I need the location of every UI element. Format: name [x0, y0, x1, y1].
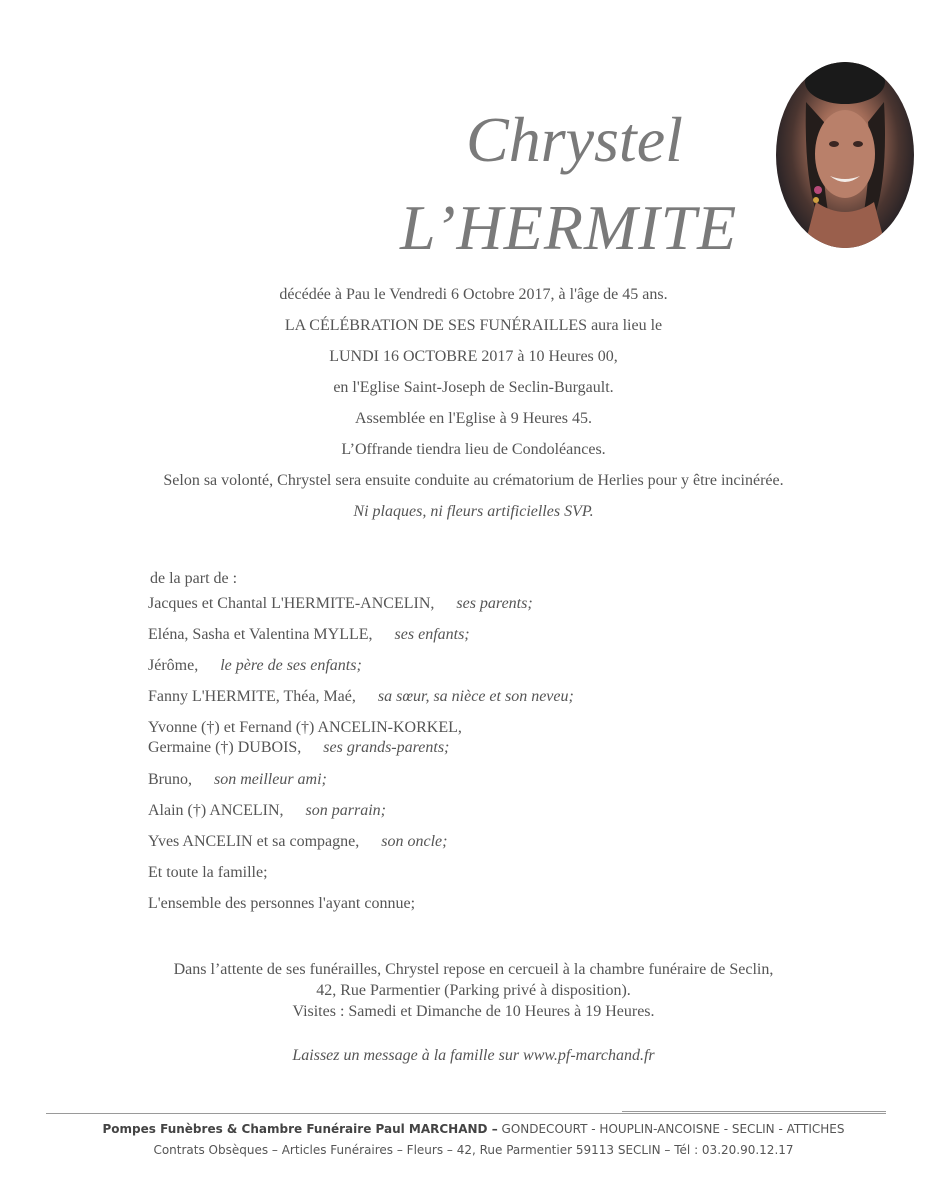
- family-entry: [148, 832, 447, 852]
- family-names: Germaine (†) DUBOIS,: [148, 739, 302, 756]
- family-relation: son meilleur ami;: [214, 771, 327, 788]
- footer-towns: GONDECOURT - HOUPLIN-ANCOISNE - SECLIN - ATTICHES: [497, 1122, 845, 1136]
- family-names: Yves ANCELIN et sa compagne,: [148, 833, 360, 850]
- footer-divider: [46, 1113, 886, 1114]
- family-entry: [148, 687, 574, 707]
- last-name: L’HERMITE: [400, 192, 738, 263]
- family-names: Et toute la famille;: [148, 864, 268, 881]
- announcement-line-6: L’Offrande tiendra lieu de Condoléances.: [341, 441, 606, 458]
- message-link[interactable]: Laissez un message à la famille sur www.pf-marchand.fr: [292, 1047, 655, 1064]
- family-names: Bruno,: [148, 771, 192, 788]
- family-entry: [148, 625, 470, 645]
- family-entry: [148, 801, 386, 821]
- no-flowers-note: Ni plaques, ni fleurs artificielles SVP.: [353, 503, 594, 520]
- family-relation: son oncle;: [381, 833, 448, 850]
- family-entry: [148, 594, 533, 614]
- family-entry: [148, 863, 268, 883]
- footer-divider-accent: [622, 1111, 886, 1112]
- family-names: Fanny L'HERMITE, Théa, Maé,: [148, 688, 356, 705]
- announcement-line-3: LUNDI 16 OCTOBRE 2017 à 10 Heures 00,: [329, 348, 618, 365]
- family-names-line1: Yvonne (†) et Fernand (†) ANCELIN-KORKEL,: [148, 719, 462, 736]
- family-relation: son parrain;: [305, 802, 386, 819]
- announcement-line-4: en l'Eglise Saint-Joseph de Seclin-Burgault.: [333, 379, 614, 396]
- repose-line-1: Dans l’attente de ses funérailles, Chrystel repose en cercueil à la chambre funéraire de Seclin,: [173, 961, 774, 978]
- portrait-photo: [776, 62, 914, 248]
- family-names: L'ensemble des personnes l'ayant connue;: [148, 895, 416, 912]
- repose-line-2: 42, Rue Parmentier (Parking privé à disposition).: [316, 982, 631, 999]
- family-entry: [148, 656, 362, 676]
- family-names: Eléna, Sasha et Valentina MYLLE,: [148, 626, 373, 643]
- footer-company-name: Pompes Funèbres & Chambre Funéraire Paul MARCHAND –: [102, 1122, 498, 1136]
- family-entry: [148, 718, 462, 758]
- repose-line-3: Visites : Samedi et Dimanche de 10 Heures à 19 Heures.: [292, 1003, 655, 1020]
- announcement-line-2: LA CÉLÉBRATION DE SES FUNÉRAILLES aura lieu le: [284, 317, 663, 334]
- family-names: Alain (†) ANCELIN,: [148, 802, 284, 819]
- family-names: Jacques et Chantal L'HERMITE-ANCELIN,: [148, 595, 435, 612]
- portrait-image: [776, 62, 914, 248]
- family-entry: [148, 770, 327, 790]
- footer-contact: Contrats Obsèques – Articles Funéraires – Fleurs – 42, Rue Parmentier 59113 SECLIN – Tél : 03.20.90.12.17: [153, 1143, 794, 1157]
- family-intro: de la part de :: [150, 570, 238, 587]
- footer-company: [0, 1121, 947, 1137]
- family-relation: sa sœur, sa nièce et son neveu;: [377, 688, 574, 705]
- announcement-line-5: Assemblée en l'Eglise à 9 Heures 45.: [354, 410, 593, 427]
- family-entry: [148, 894, 415, 914]
- announcement-line-1: décédée à Pau le Vendredi 6 Octobre 2017, à l'âge de 45 ans.: [279, 286, 668, 303]
- family-relation: ses grands-parents;: [323, 739, 450, 756]
- announcement-line-7: Selon sa volonté, Chrystel sera ensuite conduite au crématorium de Herlies pour y être incinérée.: [163, 472, 784, 489]
- family-names: Jérôme,: [148, 657, 199, 674]
- family-relation: ses enfants;: [394, 626, 470, 643]
- family-relation: ses parents;: [456, 595, 533, 612]
- family-relation: le père de ses enfants;: [220, 657, 362, 674]
- first-name: Chrystel: [466, 104, 683, 175]
